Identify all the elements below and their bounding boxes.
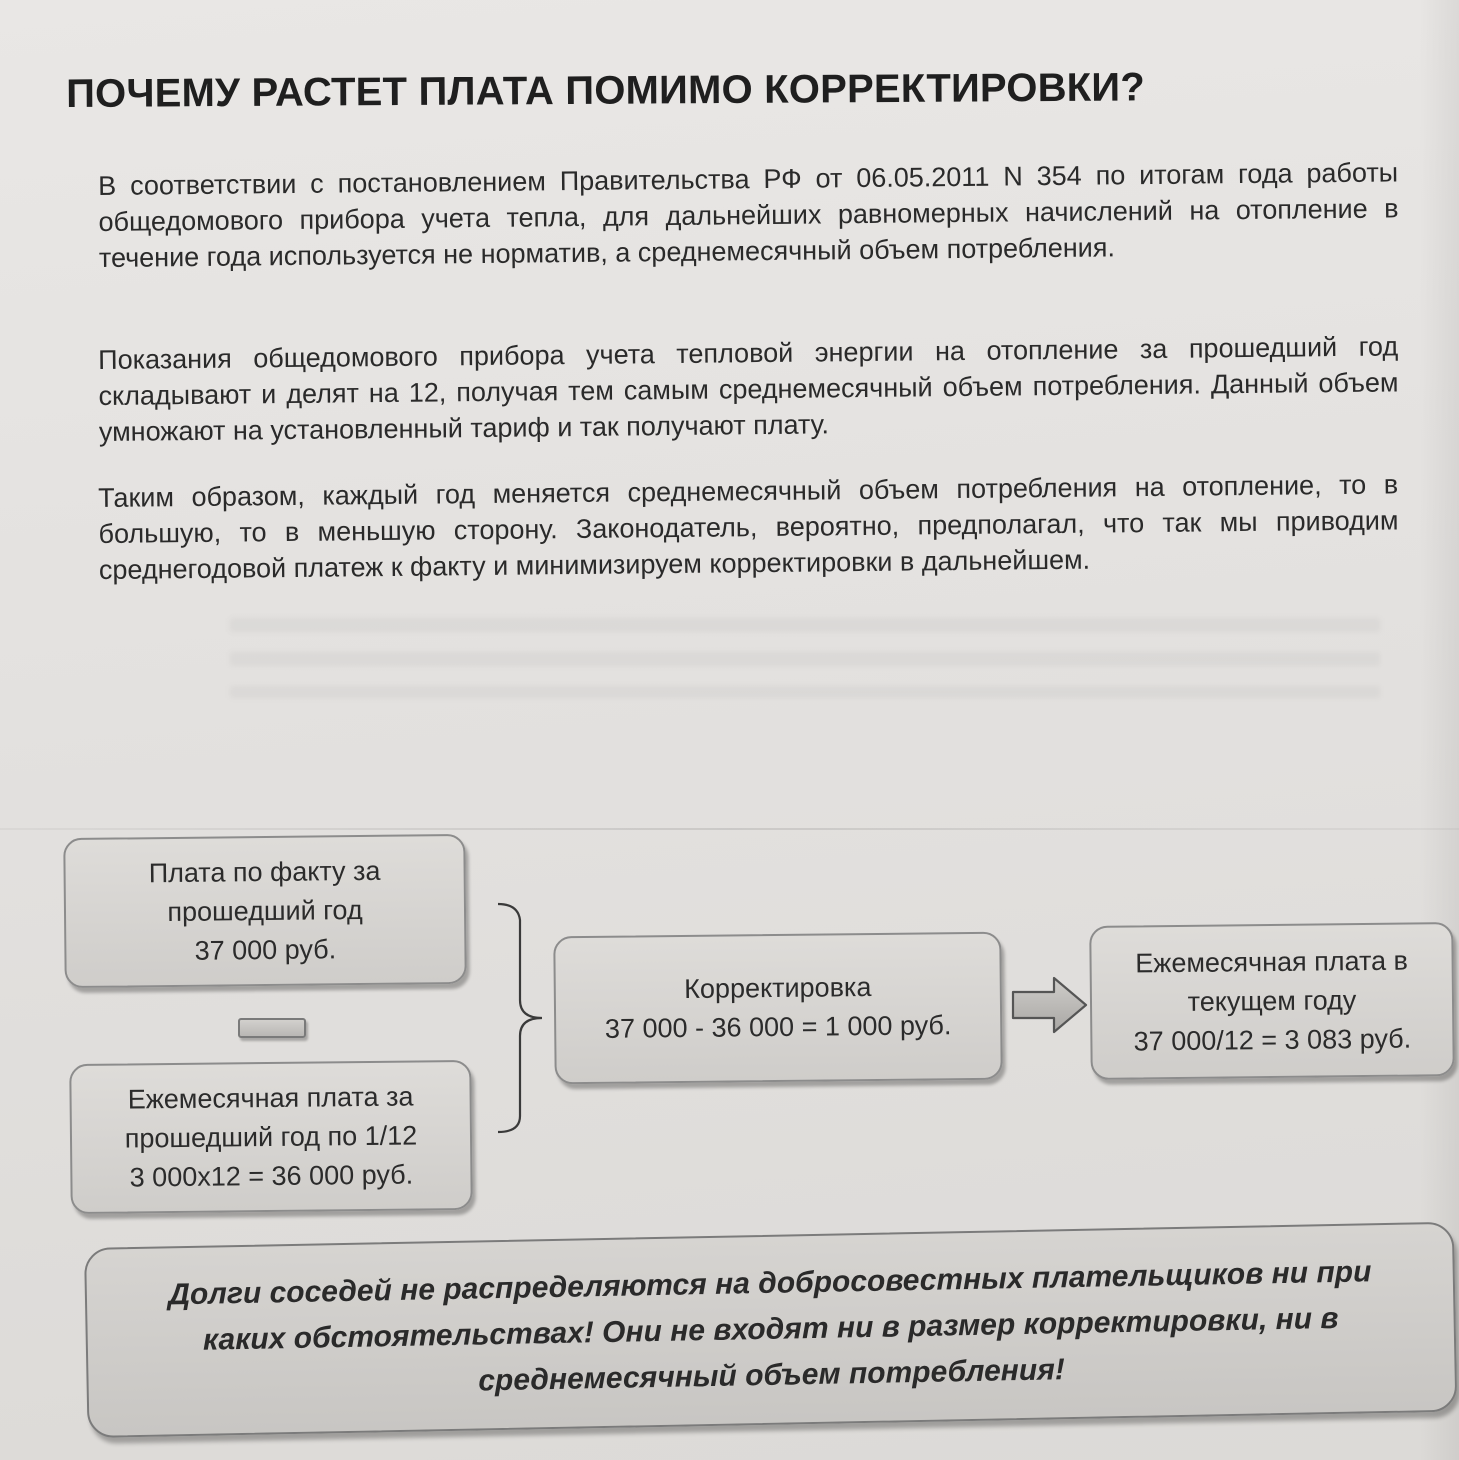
current-year-payment-box: [1089, 922, 1455, 1080]
right-arrow-icon: [1010, 974, 1090, 1036]
correction-formula: 37 000 - 36 000 = 1 000 руб.: [604, 1010, 952, 1044]
actual-payment-line-1: Плата по факту за: [148, 855, 381, 888]
debt-note-line-3: среднемесячный объем потребления!: [477, 1353, 1066, 1398]
correction-box: [553, 932, 1003, 1085]
show-through-text: [230, 618, 1380, 698]
paragraph-conclusion: Таким образом, каждый год меняется среднемесячный объем потребления на отопление, то в большую, то в меньшую сторону. Законодатель, вероятно, предполагал, что так мы приводим среднегодовой платеж к факту и минимизируем корректировки в дальнейшем.: [98, 469, 1399, 585]
current-year-line-1: Ежемесячная плата в: [1135, 945, 1409, 978]
monthly-payment-box: [69, 1060, 473, 1214]
minus-sign: [238, 1018, 306, 1038]
paragraph-regulation: В соответствии с постановлением Правительства РФ от 06.05.2011 N 354 по итогам года работы общедомового прибора учета тепла, для дальнейших равномерных начислений на отопление в течение года используется не норматив, а среднемесячный объем потребления.: [98, 157, 1399, 273]
curly-brace: [492, 900, 552, 1136]
debt-note-box: [84, 1222, 1457, 1438]
debt-note-line-1: Долги соседей не распределяются на добросовестных плательщиков ни при: [167, 1255, 1372, 1312]
actual-payment-box: [63, 834, 467, 988]
paragraph-calculation: Показания общедомового прибора учета тепловой энергии на отопление за прошедший год складывают и делят на 12, получая тем самым среднемесячный объем потребления. Данный объем умножают на установленный тариф и так получают плату.: [98, 331, 1399, 447]
actual-payment-amount: 37 000 руб.: [194, 933, 337, 966]
current-year-amount: 37 000/12 = 3 083 руб.: [1133, 1023, 1412, 1056]
monthly-payment-line-1: Ежемесячная плата за: [127, 1081, 414, 1114]
monthly-payment-line-2: прошедший год по 1/12: [124, 1119, 418, 1154]
correction-label: Корректировка: [684, 972, 872, 1004]
monthly-payment-amount: 3 000x12 = 36 000 руб.: [129, 1159, 414, 1192]
actual-payment-line-2: прошедший год: [167, 894, 363, 927]
page-fold: [0, 828, 1459, 830]
page-title: ПОЧЕМУ РАСТЕТ ПЛАТА ПОМИМО КОРРЕКТИРОВКИ?: [66, 65, 1146, 116]
debt-note-line-2: каких обстоятельствах! Они не входят ни в размер корректировки, ни в: [202, 1301, 1339, 1357]
current-year-line-2: текущем году: [1187, 984, 1357, 1017]
